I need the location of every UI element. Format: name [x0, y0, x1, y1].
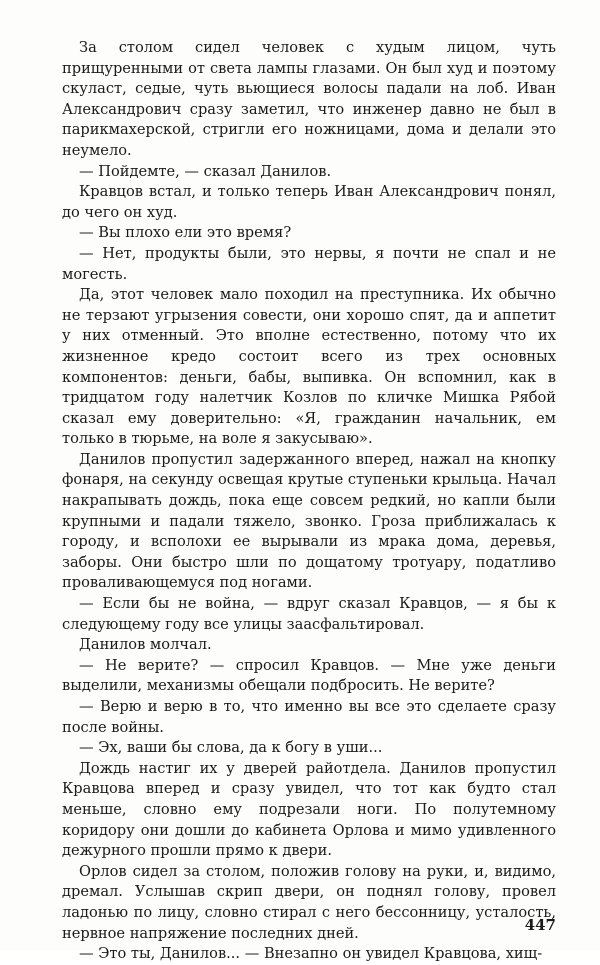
paragraph: — Не верите? — спросил Кравцов. — Мне уже деньги выделили, механизмы обещали подбросить. Не верите? [62, 656, 556, 695]
paragraph: — Вы плохо ели это время? [79, 224, 292, 242]
paragraph: Кравцов встал, и только теперь Иван Александрович понял, до чего он худ. [62, 183, 556, 221]
paragraph: — Это ты, Данилов... — Внезапно он увидел Кравцова, хищ- [79, 945, 543, 963]
paragraph: За столом сидел человек с худым лицом, чуть прищуренными от света лампы глазами. Он был худ и поэтому скуласт, седые, чуть вьющиеся волосы падали на лоб. Иван Александрович сразу заметил, что инженер давно не был в парикмахерской, стригли его ножницами, дома и делали это неумело. [62, 39, 556, 159]
paragraph: Данилов молчал. [79, 636, 212, 654]
page-number: 447 [524, 916, 556, 934]
body-text [62, 38, 556, 965]
paragraph: — Если бы не война, — вдруг сказал Кравцов, — я бы к следующему году все улицы заасфальтировал. [62, 595, 556, 633]
paragraph: — Нет, продукты были, это нервы, я почти не спал и не могесть. [62, 244, 556, 283]
paragraph: Дождь настиг их у дверей райотдела. Данилов пропустил Кравцова вперед и сразу увидел, что тот как будто стал меньше, словно ему подрезали ноги. По полутемному коридору они дошли до кабинета Орлова и мимо удивленного дежурного прошли прямо к двери. [62, 759, 556, 860]
paragraph: Орлов сидел за столом, положив голову на руки, и, видимо, дремал. Услышав скрип двери, он поднял голову, провел ладонью по лицу, словно стирал с него бессонницу, усталость, нервное напряжение последних дней. [62, 862, 556, 942]
paragraph: — Эх, ваши бы слова, да к богу в уши... [79, 739, 383, 757]
paragraph: — Пойдемте, — сказал Данилов. [79, 162, 332, 180]
paragraph: — Верю и верю в то, что именно вы все это сделаете сразу после войны. [62, 698, 556, 736]
paragraph: Да, этот человек мало походил на преступника. Их обычно не терзают угрызения совести, они хорошо спят, да и аппетит у них отменный. Это вполне естественно, потому что их жизненное кредо состоит всего из трех основных компонентов: деньги, бабы, выпивка. Он вспомнил, как в тридцатом году налетчик Козлов по кличке Мишка Рябой сказал ему доверительно: «Я, гражданин начальник, ем только в тюрьме, на воле я закусываю». [62, 286, 556, 448]
paragraph: Данилов пропустил задержанного вперед, нажал на кнопку фонаря, на секунду освещая крутые ступеньки крыльца. Начал накрапывать дождь, пока еще совсем редкий, но капли были крупными и падали тяжело, звонко. Гроза приближалась к городу, и всполохи ее вырывали из мрака дома, деревья, заборы. Они быстро шли по дощатому тротуару, податливо проваливающемуся под ногами. [62, 450, 556, 592]
